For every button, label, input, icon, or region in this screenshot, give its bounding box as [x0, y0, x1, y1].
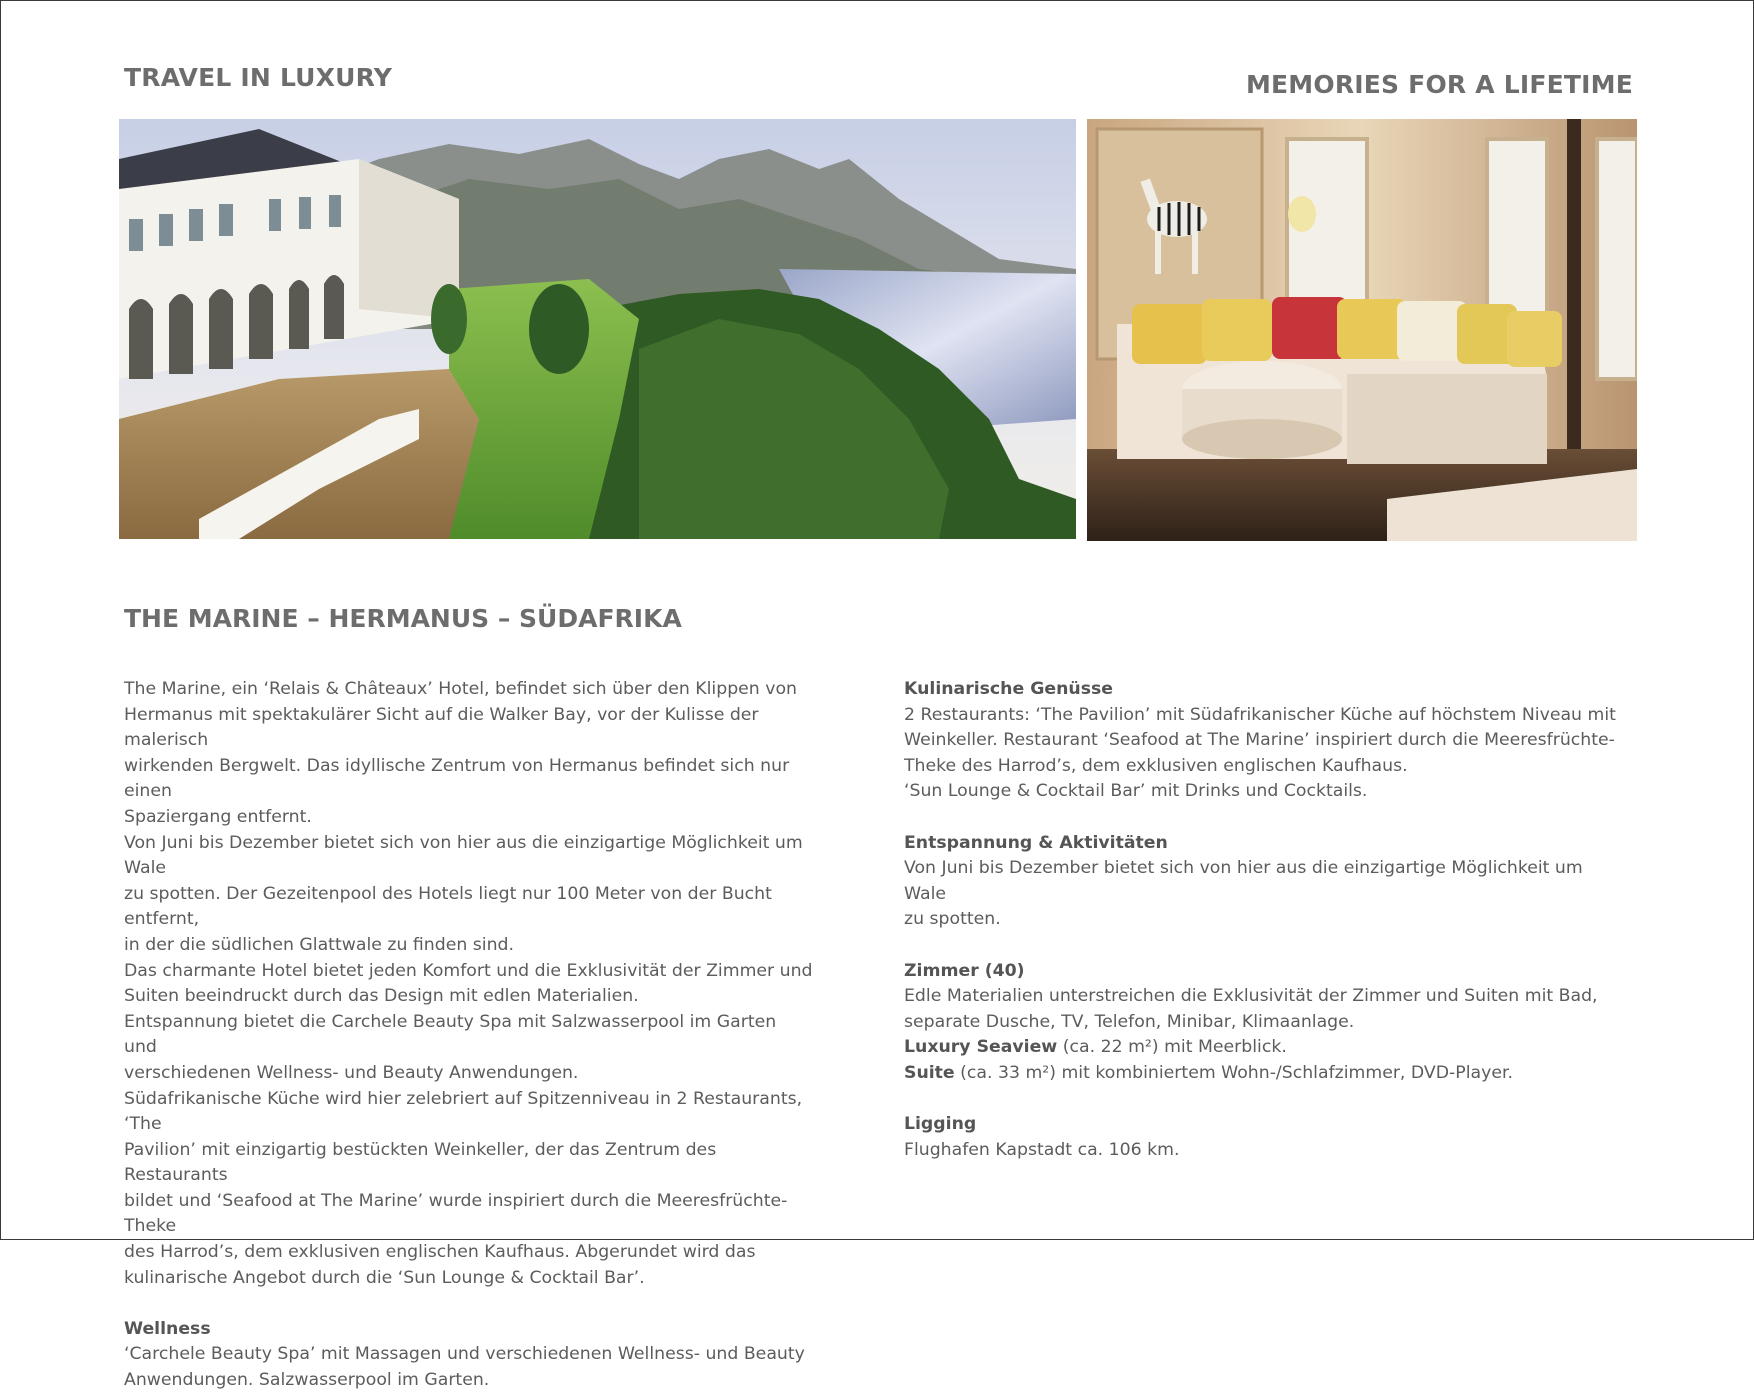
- intro-line: kulinarische Angebot durch die ‘Sun Lounge & Cocktail Bar’.: [124, 1267, 645, 1288]
- activities-heading: Entspannung & Aktivitäten: [904, 832, 1168, 853]
- seaview-line: [904, 1035, 1624, 1061]
- lounge-interior-photo: [1087, 119, 1637, 541]
- intro-line: zu spotten. Der Gezeitenpool des Hotels liegt nur 100 Meter von der Bucht entfernt,: [124, 883, 772, 930]
- paragraph-gap: [904, 805, 1624, 831]
- culinary-line: Theke des Harrod’s, dem exklusiven englischen Kaufhaus.: [904, 755, 1408, 776]
- rooms-line: Edle Materialien unterstreichen die Exklusivität der Zimmer und Suiten mit Bad,: [904, 986, 1598, 1007]
- wellness-heading: Wellness: [124, 1318, 211, 1339]
- paragraph-gap: [904, 933, 1624, 959]
- wellness-line: ‘Carchele Beauty Spa’ mit Massagen und verschiedenen Wellness- und Beauty: [124, 1344, 805, 1365]
- culinary-line: Weinkeller. Restaurant ‘Seafood at The Marine’ inspiriert durch die Meeresfrüchte-: [904, 730, 1615, 751]
- header-tagline-left: TRAVEL IN LUXURY: [124, 63, 393, 92]
- rooms-line: separate Dusche, TV, Telefon, Minibar, Klimaanlage.: [904, 1011, 1355, 1032]
- intro-line: Spaziergang entfernt.: [124, 806, 312, 827]
- wellness-line: Anwendungen. Salzwasserpool im Garten.: [124, 1370, 490, 1391]
- rooms-heading: Zimmer (40): [904, 960, 1025, 981]
- intro-line: Pavilion’ mit einzigartig bestückten Weinkeller, der das Zentrum des Restaurants: [124, 1139, 717, 1186]
- intro-line: Hermanus mit spektakulärer Sicht auf die Walker Bay, vor der Kulisse der malerisch: [124, 704, 759, 751]
- intro-line: des Harrod’s, dem exklusiven englischen Kaufhaus. Abgerundet wird das: [124, 1242, 756, 1263]
- intro-line: wirkenden Bergwelt. Das idyllische Zentrum von Hermanus befindet sich nur einen: [124, 755, 790, 802]
- intro-line: verschiedenen Wellness- und Beauty Anwendungen.: [124, 1062, 579, 1083]
- culinary-heading: Kulinarische Genüsse: [904, 679, 1114, 699]
- intro-line: Von Juni bis Dezember bietet sich von hier aus die einzigartige Möglichkeit um Wale: [124, 832, 803, 879]
- suite-text: (ca. 33 m²) mit kombiniertem Wohn-/Schlafzimmer, DVD-Player.: [954, 1062, 1513, 1083]
- location-line: Flughafen Kapstadt ca. 106 km.: [904, 1139, 1180, 1160]
- intro-line: bildet und ‘Seafood at The Marine’ wurde inspiriert durch die Meeresfrüchte-Theke: [124, 1190, 788, 1237]
- culinary-line: 2 Restaurants: ‘The Pavilion’ mit Südafrikanischer Küche auf höchstem Niveau mit: [904, 704, 1616, 725]
- intro-line: in der die südlichen Glattwale zu finden sind.: [124, 934, 515, 955]
- seaview-text: (ca. 22 m²) mit Meerblick.: [1057, 1037, 1287, 1058]
- suite-line: [904, 1061, 1624, 1087]
- intro-line: Südafrikanische Küche wird hier zelebriert auf Spitzenniveau in 2 Restaurants, ‘The: [124, 1088, 803, 1135]
- activities-line: zu spotten.: [904, 909, 1001, 930]
- intro-line: Suiten beeindruckt durch das Design mit edlen Materialien.: [124, 986, 639, 1007]
- seaview-label: Luxury Seaview: [904, 1037, 1058, 1058]
- paragraph-gap: [124, 1291, 814, 1317]
- intro-line: The Marine, ein ‘Relais & Châteaux’ Hotel, befindet sich über den Klippen von: [124, 679, 798, 699]
- header-tagline-right: MEMORIES FOR A LIFETIME: [1245, 70, 1633, 99]
- description-column-left: [124, 677, 814, 1394]
- intro-line: Entspannung bietet die Carchele Beauty Spa mit Salzwasserpool im Garten und: [124, 1011, 777, 1058]
- paragraph-gap: [904, 1087, 1624, 1113]
- activities-line: Von Juni bis Dezember bietet sich von hier aus die einzigartige Möglichkeit um Wale: [904, 858, 1583, 904]
- location-heading: Ligging: [904, 1114, 977, 1135]
- culinary-line: ‘Sun Lounge & Cocktail Bar’ mit Drinks und Cocktails.: [904, 781, 1368, 802]
- suite-label: Suite: [904, 1062, 955, 1083]
- hotel-title: THE MARINE – HERMANUS – SÜDAFRIKA: [124, 604, 682, 633]
- intro-line: Das charmante Hotel bietet jeden Komfort und die Exklusivität der Zimmer und: [124, 960, 813, 981]
- description-column-right: [904, 677, 1624, 1163]
- hotel-coast-photo: [119, 119, 1076, 539]
